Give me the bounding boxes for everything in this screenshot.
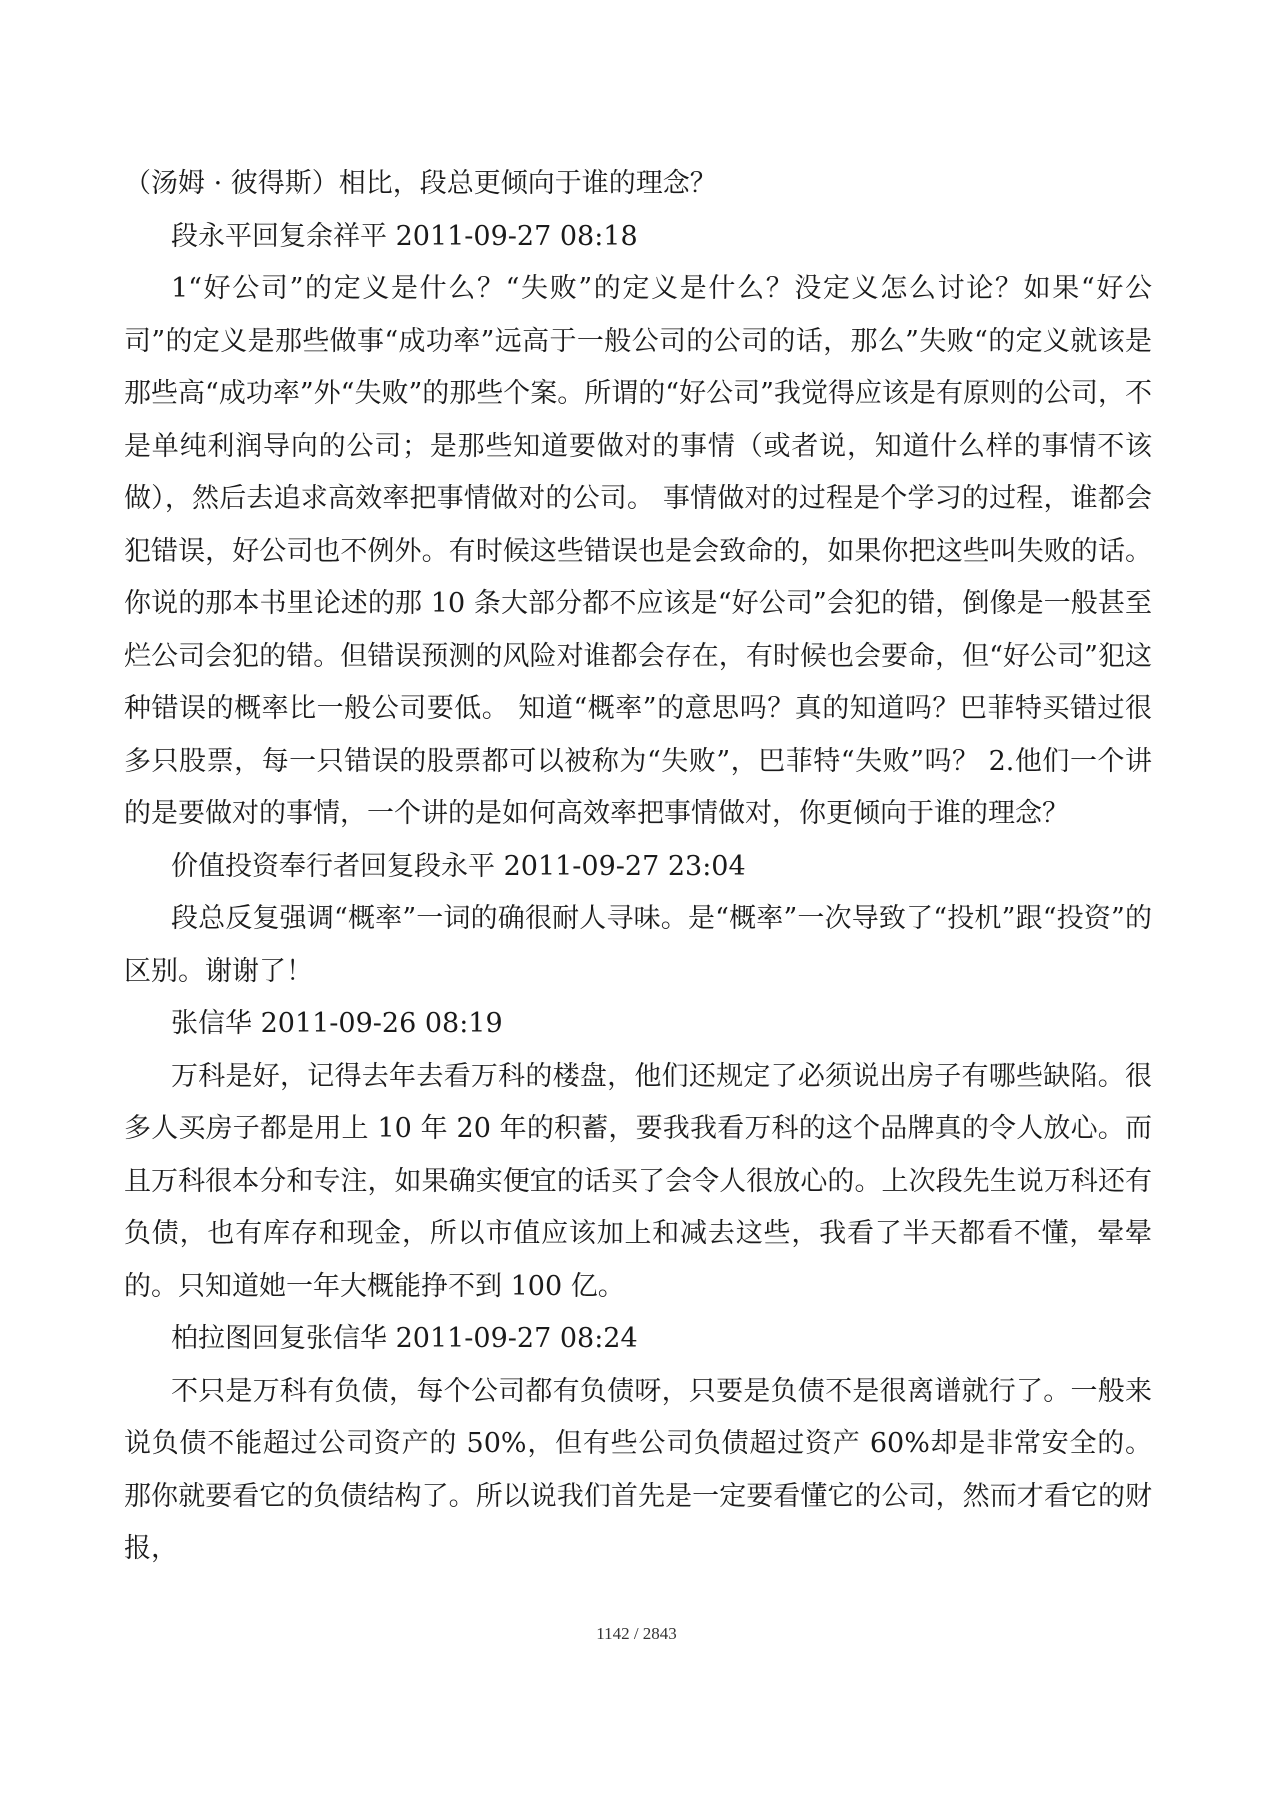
page-number: 1142 / 2843 — [596, 1624, 677, 1643]
paragraph-continuation: （汤姆 · 彼得斯）相比，段总更倾向于谁的理念？ — [124, 168, 717, 199]
comment-body: 万科是好，记得去年去看万科的楼盘，他们还规定了必须说出房子有哪些缺陷。很多人买房子都是用上 10 年 20 年的积蓄，要我我看万科的这个品牌真的令人放心。而且万科很本分和专注，如果确实便宜的话买了会令人很放心的。上次段先生说万科还有负债，也有库存和现金，所以市值应该加上和减去这些，我看了半天都看不懂，晕晕的。只知道她一年大概能挣不到 100 亿。 — [124, 1060, 1152, 1302]
reply-header: 价值投资奉行者回复段永平 2011-09-27 23:04 — [171, 850, 746, 882]
comment-header: 张信华 2011-09-26 08:19 — [171, 1008, 503, 1039]
document-body — [124, 158, 1152, 1576]
reply-header: 柏拉图回复张信华 2011-09-27 08:24 — [171, 1323, 638, 1354]
reply-header: 段永平回复余祥平 2011-09-27 08:18 — [171, 220, 638, 252]
reply-body: 段总反复强调“概率”一词的确很耐人寻味。是“概率”一次导致了“投机”跟“投资”的区别。谢谢了！ — [124, 903, 1152, 987]
reply-body: 不只是万科有负债，每个公司都有负债呀，只要是负债不是很离谱就行了。一般来说负债不能超过公司资产的 50%，但有些公司负债超过资产 60%却是非常安全的。那你就要看它的负债结构了。所以说我们首先是一定要看懂它的公司，然而才看它的财报， — [124, 1375, 1152, 1564]
reply-body: 1“好公司”的定义是什么？“失败”的定义是什么？没定义怎么讨论？如果“好公司”的定义是那些做事“成功率”远高于一般公司的公司的话，那么”失败“的定义就该是那些高“成功率”外“失败”的那些个案。所谓的“好公司”我觉得应该是有原则的公司，不是单纯利润导向的公司；是那些知道要做对的事情（或者说，知道什么样的事情不该做），然后去追求高效率把事情做对的公司。 事情做对的过程是个学习的过程，谁都会犯错误，好公司也不例外。有时候这些错误也是会致命的，如果你把这些叫失败的话。 你说的那本书里论述的那 10 条大部分都不应该是“好公司”会犯的错，倒像是一般甚至烂公司会犯的错。但错误预测的风险对谁都会存在，有时候也会要命，但“好公司”犯这种错误的概率比一般公司要低。 知道“概率”的意思吗？真的知道吗？巴菲特买错过很多只股票，每一只错误的股票都可以被称为“失败”，巴菲特“失败”吗？ 2.他们一个讲的是要做对的事情，一个讲的是如何高效率把事情做对，你更倾向于谁的理念？ — [124, 273, 1152, 829]
